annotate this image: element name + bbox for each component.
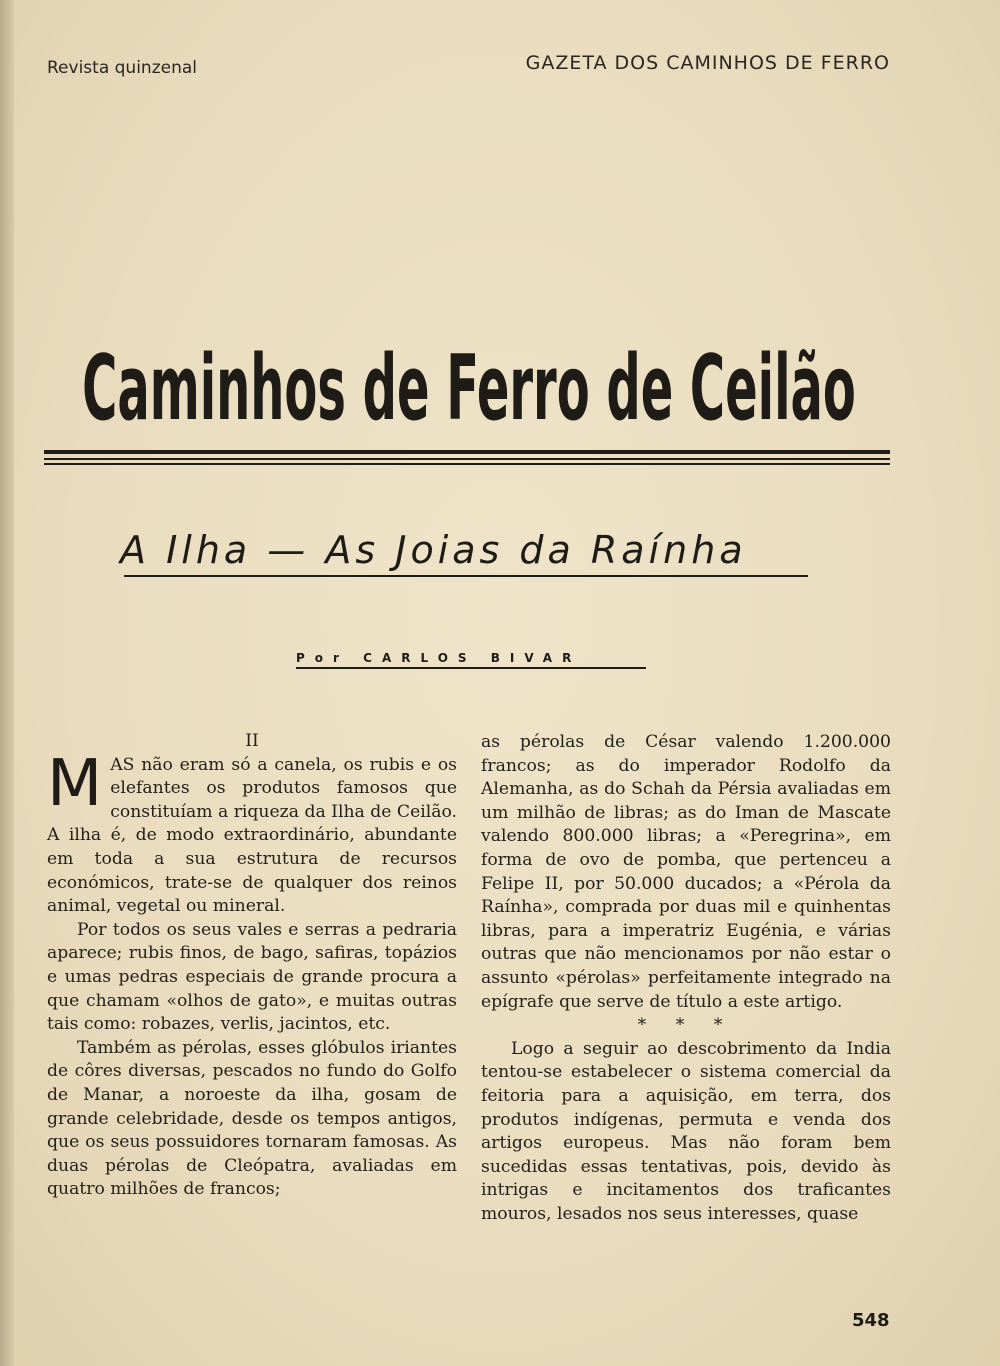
paragraph: Também as pérolas, esses glóbulos iriantes de côres diversas, pescados no fundo do Golfo de Manar, a noroeste da ilha, gosam de grande celebridade, desde os tempos antigos, que os seus possuidores tornaram famosas. As duas pérolas de Cleópatra, avaliadas em quatro milhões de francos; [47,1037,457,1200]
header-publication-title: GAZETA DOS CAMINHOS DE FERRO [525,52,890,74]
column-right [481,731,891,1226]
title-rule-thin [44,463,890,465]
article-title-block [48,330,890,442]
section-separator: * * * [637,1015,735,1036]
paragraph: Por todos os seus vales e serras a pedraria aparece; rubis finos, de bago, safiras, topázios e umas pedras especiais de grande procura a que chamam «olhos de gato», e muitas outras tais como: robazes, verlis, jacintos, etc. [47,919,457,1035]
paragraph-text: AS não eram só a canela, os rubis e os elefantes os produtos famosos que constituíam a riqueza da Ilha de Ceilão. A ilha é, de modo extraordinário, abundante em toda a sua estrutura de recursos económicos, trate-se de qualquer dos reinos animal, vegetal ou mineral. [47,754,457,917]
paragraph: as pérolas de César valendo 1.200.000 francos; as do imperador Rodolfo da Alemanha, as do Schah da Pérsia avaliadas em um milhão de libras; as do Iman de Mascate valendo 800.000 libras; a «Peregrina», em forma de ovo de pomba, que pertenceu a Felipe II, por 50.000 ducados; a «Pérola da Raínha», comprada por duas mil e quinhentas libras, para a imperatriz Eugénia, e várias outras que não mencionamos por não estar o assunto «pérolas» perfeitamente integrado na epígrafe que serve de título a este artigo. [481,732,891,1012]
paragraph: Logo a seguir ao descobrimento da India tentou-se estabelecer o sistema comercial da feitoria para a aquisição, em terra, dos produtos indígenas, permuta e venda dos artigos europeus. Mas não foram bem sucedidas essas tentativas, pois, devido às intrigas e incitamentos dos traficantes mouros, lesados nos seus interesses, quase [481,1038,891,1224]
article-byline: Por CARLOS BIVAR [296,651,582,665]
header-publication-frequency: Revista quinzenal [47,58,197,78]
section-number: II [245,731,259,751]
paragraph [47,746,457,919]
column-left [47,730,457,1202]
article-subtitle: A Ilha — As Joias da Raínha [120,528,747,572]
title-rule-thick [44,450,890,454]
page-binding-edge [0,0,14,1366]
subtitle-underline [124,575,808,577]
page-number: 548 [852,1310,890,1331]
drop-cap: M [47,746,103,821]
byline-underline [296,667,646,669]
title-rule-mid [44,458,890,460]
article-title: Caminhos de Ferro de Ceilão [82,336,856,442]
